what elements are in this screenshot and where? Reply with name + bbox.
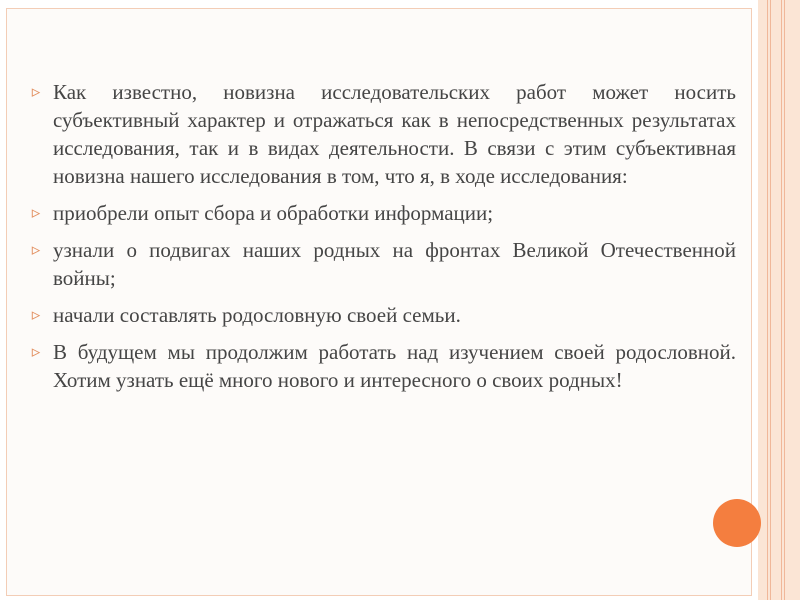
bullet-text: приобрели опыт сбора и обработки информации; — [53, 201, 494, 225]
decorative-orange-circle — [713, 499, 761, 547]
caret-bullet-icon: ▹ — [31, 342, 41, 361]
bullet-item — [28, 199, 736, 227]
bullet-text: Как известно, новизна исследовательских работ может носить субъективный характер и отражаться как в непосредственных результатах исследования, так и в видах деятельности. В связи с этим субъективная новизна нашего исследования в том, что я, в ходе исследования: — [53, 80, 736, 188]
decorative-vertical-line — [781, 0, 782, 600]
caret-bullet-icon: ▹ — [31, 240, 41, 259]
bullet-text: узнали о подвигах наших родных на фронтах Великой Отечественной войны; — [53, 238, 736, 290]
decorative-vertical-line — [770, 0, 771, 600]
bullet-text: В будущем мы продолжим работать над изучением своей родословной. Хотим узнать ещё много нового и интересного о своих родных! — [53, 340, 736, 392]
caret-bullet-icon: ▹ — [31, 82, 41, 101]
bullet-item — [28, 236, 736, 292]
bullet-item — [28, 338, 736, 394]
bullet-list — [28, 78, 736, 403]
caret-bullet-icon: ▹ — [31, 203, 41, 222]
bullet-item — [28, 78, 736, 190]
bullet-text: начали составлять родословную своей семьи. — [53, 303, 461, 327]
bullet-item — [28, 301, 736, 329]
decorative-vertical-line — [767, 0, 768, 600]
decorative-right-strip — [758, 0, 800, 600]
decorative-vertical-line — [784, 0, 785, 600]
caret-bullet-icon: ▹ — [31, 305, 41, 324]
